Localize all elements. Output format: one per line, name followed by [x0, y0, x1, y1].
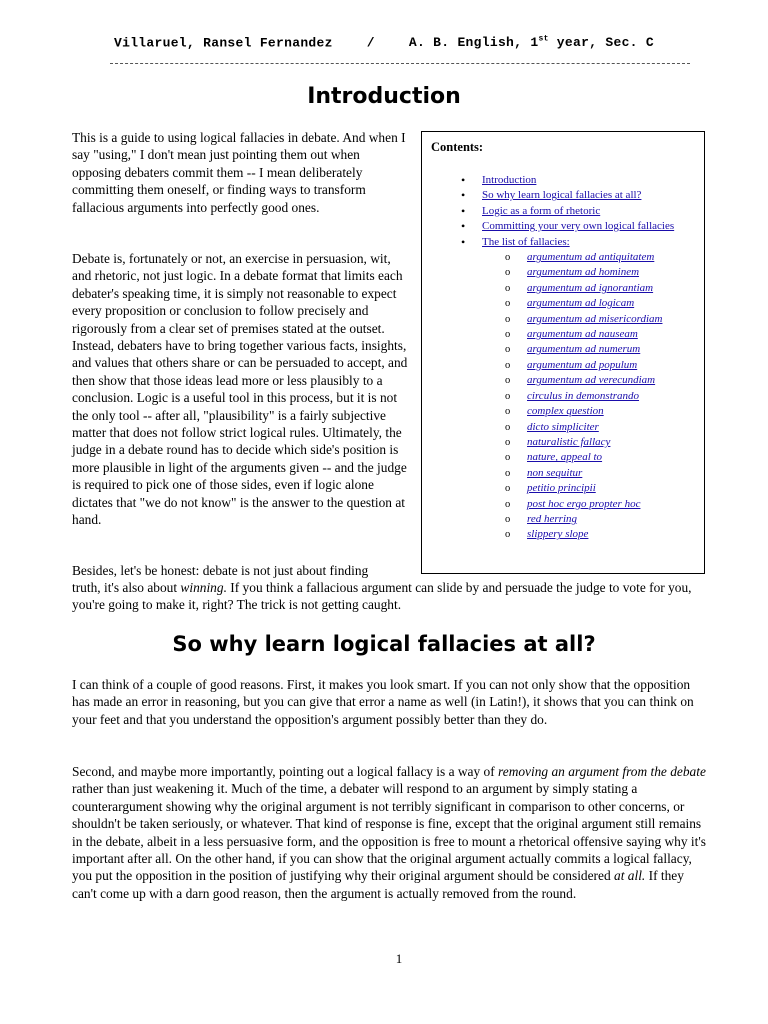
- fallacy-item: [527, 389, 697, 404]
- document-header: [0, 35, 768, 50]
- fallacy-item: [527, 312, 697, 327]
- fallacy-item: [527, 466, 697, 481]
- fallacy-item: [527, 481, 697, 496]
- fallacy-item: [527, 404, 697, 419]
- toc-title: Contents:: [431, 140, 484, 154]
- fallacy-item: [527, 420, 697, 435]
- toc-item: [482, 173, 697, 188]
- intro-paragraph-2: Debate is, fortunately or not, an exercise in persuasion, wit, and rhetoric, not just logic. In a debate format that limits each debater's speaking time, it is simply not reasonable to expect every proposition or conclusion to follow precisely and rigorously from a clear set of premises stated at the outset. Instead, debaters have to bring together various facts, insights, and values that others share or can be persuaded to accept, and then show that those ideas lead more or less plausibly to a conclusion. Logic is a useful tool in this process, but it is not the only tool -- after all, "plausibility" is a fairly subjective matter that does not follow strict logical rules. Ultimately, the judge in a debate round has to decide which side's position is more plausible in light of the arguments given -- and the judge is required to pick one of those sides, even if logic alone dictates that "we do not know" is the answer to the question at hand.: [72, 251, 408, 528]
- emphasis-at-all: at all.: [614, 868, 646, 884]
- fallacy-link[interactable]: argumentum ad verecundiam: [527, 374, 656, 387]
- fallacy-link[interactable]: post hoc ergo propter hoc: [527, 497, 641, 510]
- emphasis-winning: winning.: [180, 580, 227, 595]
- fallacy-link[interactable]: argumentum ad misericordiam: [527, 312, 663, 325]
- fallacy-item: [527, 265, 697, 280]
- toc-item: [482, 204, 697, 219]
- fallacy-item: [527, 497, 697, 512]
- intro-paragraph-3-line-1: Besides, let's be honest: debate is not just about finding: [72, 563, 369, 578]
- introduction-heading: Introduction: [307, 84, 461, 109]
- fallacy-link[interactable]: argumentum ad nauseam: [527, 328, 638, 341]
- fallacy-link[interactable]: argumentum ad logicam: [527, 297, 635, 310]
- fallacy-item: [527, 342, 697, 357]
- toc-link-why-learn[interactable]: So why learn logical fallacies at all?: [482, 189, 642, 202]
- fallacy-list: [527, 250, 697, 543]
- intro-paragraph-1: This is a guide to using logical fallacies in debate. And when I say "using," I don't mean just pointing them out when opposing debaters commit them -- I mean deliberately committing them oneself, or finding ways to transform fallacious arguments into perfectly good ones.: [72, 130, 406, 215]
- fallacy-link[interactable]: argumentum ad numerum: [527, 343, 641, 356]
- class-info: A. B. English, 1st year, Sec. C: [408, 35, 654, 51]
- fallacy-item: [527, 527, 697, 542]
- fallacy-item: [527, 250, 697, 265]
- fallacy-link[interactable]: argumentum ad hominem: [527, 266, 640, 279]
- toc-item: [482, 219, 697, 234]
- fallacy-link[interactable]: naturalistic fallacy: [527, 435, 611, 448]
- toc-item: [482, 188, 697, 203]
- fallacy-link[interactable]: nature, appeal to: [527, 451, 603, 464]
- toc-link-logic-rhetoric[interactable]: Logic as a form of rhetoric: [482, 204, 601, 217]
- page-number: 1: [395, 951, 403, 966]
- intro-paragraph-3: truth, it's also about winning. If you think a fallacious argument can slide by and persuade the judge to vote for you, you're going to make it, right? The trick is not getting caught.: [72, 580, 692, 613]
- fallacy-item: [527, 373, 697, 388]
- fallacy-link[interactable]: complex question: [527, 405, 604, 418]
- why-paragraph-2: Second, and maybe more importantly, pointing out a logical fallacy is a way of removing an argument from the debate rather than just weakening it. Much of the time, a debater will respond to an argument by simply stating a counterargument showing why the original argument is not terribly significant in comparison to other concerns, or shouldn't be taken seriously, or whatever. That kind of response is fine, except that the original argument still remains in the debate, albeit in a less persuasive form, and the opposition is free to mount a rhetorical offensive saying why it's important after all. On the other hand, if you can show that the original argument actually commits a logical fallacy, you put the opposition in the position of justifying why their original argument should be considered at all. If they can't come up with a darn good reason, then the argument is actually removed from the round.: [72, 764, 706, 901]
- fallacy-item: [527, 512, 697, 527]
- toc-list: [482, 173, 697, 543]
- toc-link-introduction[interactable]: Introduction: [482, 174, 537, 186]
- fallacy-item: [527, 358, 697, 373]
- fallacy-item: [527, 450, 697, 465]
- emphasis-removing: removing an argument from the debate: [498, 764, 706, 779]
- fallacy-item: [527, 435, 697, 450]
- fallacy-link[interactable]: petitio principii: [527, 482, 596, 495]
- fallacy-link[interactable]: argumentum ad populum: [527, 358, 638, 371]
- table-of-contents: [421, 131, 705, 574]
- why-paragraph-1: I can think of a couple of good reasons. First, it makes you look smart. If you can not only show that the opposition has made an error in reasoning, but you can give that error a name as well (in Latin!), it shows that you can think on your feet and that you understand the opposition's argument possibly better than they do.: [72, 677, 694, 727]
- toc-item: [482, 235, 697, 543]
- fallacy-link[interactable]: argumentum ad antiquitatem: [527, 251, 655, 264]
- toc-link-committing[interactable]: Committing your very own logical fallacies: [482, 220, 675, 233]
- fallacy-link[interactable]: circulus in demonstrando: [527, 389, 640, 402]
- fallacy-link[interactable]: slippery slope: [527, 528, 589, 541]
- why-learn-heading: So why learn logical fallacies at all?: [172, 632, 596, 656]
- author-name: Villaruel, Ransel Fernandez: [114, 35, 333, 51]
- fallacy-item: [527, 296, 697, 311]
- fallacy-link[interactable]: non sequitur: [527, 466, 583, 479]
- header-separator: /: [366, 35, 375, 51]
- header-rule: [110, 63, 690, 64]
- fallacy-link[interactable]: dicto simpliciter: [527, 420, 599, 433]
- fallacy-item: [527, 281, 697, 296]
- fallacy-item: [527, 327, 697, 342]
- fallacy-link[interactable]: argumentum ad ignorantiam: [527, 281, 654, 294]
- toc-link-list-of-fallacies[interactable]: The list of fallacies:: [482, 235, 570, 248]
- fallacy-link[interactable]: red herring: [527, 512, 578, 525]
